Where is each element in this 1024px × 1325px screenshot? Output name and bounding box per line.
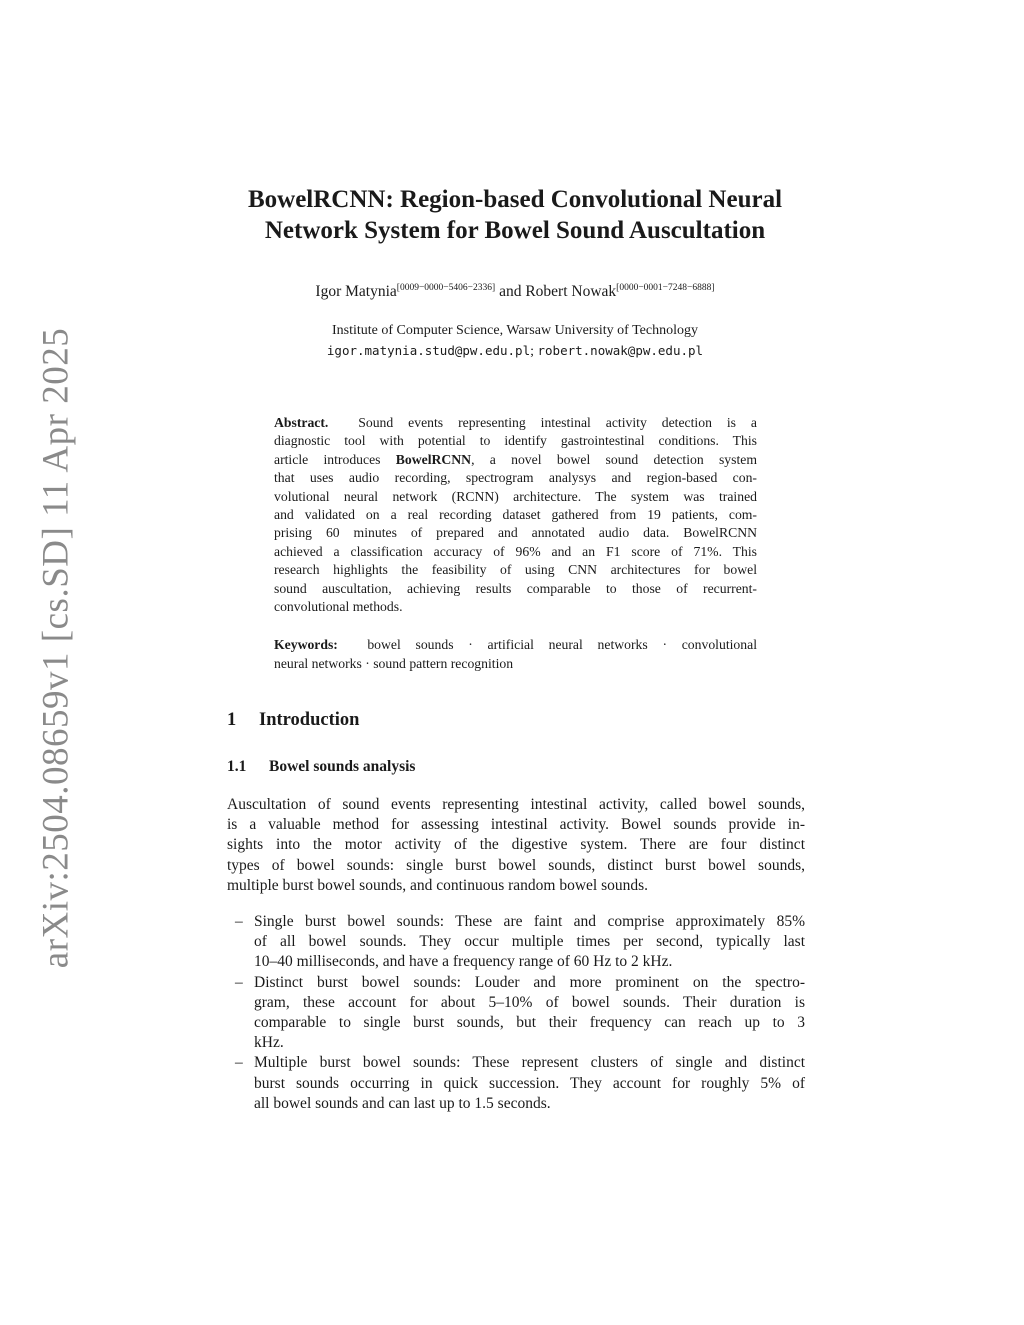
list-item-line: comparable to single burst sounds, but their frequency can reach up to 3 bbox=[254, 1014, 805, 1032]
abstract-line: diagnostic tool with potential to identify gastrointestinal conditions. This bbox=[274, 433, 757, 449]
list-item bbox=[227, 912, 805, 973]
abstract-line bbox=[274, 451, 757, 469]
abstract-line: convolutional methods. bbox=[274, 599, 403, 615]
abstract-line: achieved a classification accuracy of 96% and an F1 score of 71%. This bbox=[274, 543, 757, 559]
section-title: Introduction bbox=[259, 710, 360, 730]
list-item-line: gram, these account for about 5–10% of bowel sounds. Their duration is bbox=[254, 993, 805, 1011]
abstract-text: article introduces bbox=[274, 451, 381, 467]
list-dash: – bbox=[235, 1054, 243, 1072]
affiliation-block bbox=[200, 321, 830, 362]
author-orcid: [0009−0000−5406−2336] bbox=[396, 283, 496, 293]
paragraph-line: sights into the motor activity of the digestive system. There are four distinct bbox=[227, 836, 805, 854]
list-dash: – bbox=[235, 973, 243, 991]
title-line-2: Network System for Bowel Sound Auscultation bbox=[264, 217, 766, 244]
author-name: Igor Matynia bbox=[315, 283, 397, 300]
keywords-line bbox=[274, 635, 757, 654]
section-number: 1 bbox=[227, 710, 237, 730]
abstract-line: research highlights the feasibility of using CNN architectures for bowel bbox=[274, 562, 757, 578]
list-item-line: kHz. bbox=[254, 1034, 284, 1052]
paper-title bbox=[200, 184, 830, 246]
bowel-sound-types-list bbox=[227, 912, 805, 1114]
list-item-line: burst sounds occurring in quick succession. They account for roughly 5% of bbox=[254, 1074, 805, 1092]
institution: Institute of Computer Science, Warsaw University of Technology bbox=[332, 323, 698, 338]
abstract-label: Abstract. bbox=[274, 415, 329, 430]
keywords bbox=[274, 635, 757, 673]
email-line bbox=[200, 341, 830, 362]
system-name: BowelRCNN bbox=[395, 451, 472, 467]
section-heading bbox=[227, 710, 359, 731]
abstract-line: volutional neural network (RCNN) architecture. The system was trained bbox=[274, 488, 757, 504]
abstract-text: , a novel bowel sound detection system bbox=[471, 451, 757, 467]
list-item-line: Distinct burst bowel sounds: Louder and more prominent on the spectro- bbox=[254, 973, 805, 991]
list-item-line: all bowel sounds and can last up to 1.5 seconds. bbox=[254, 1094, 551, 1112]
author-orcid: [0000−0001−7248−6888] bbox=[616, 283, 715, 293]
subsection-number: 1.1 bbox=[227, 758, 247, 775]
list-item bbox=[227, 1053, 805, 1114]
list-item-line: 10–40 milliseconds, and have a frequency range of 60 Hz to 2 kHz. bbox=[254, 953, 673, 971]
abstract bbox=[274, 414, 757, 616]
title-line-1: BowelRCNN: Region-based Convolutional Neural bbox=[247, 186, 783, 213]
keywords-label: Keywords: bbox=[274, 637, 338, 652]
paragraph-line: Auscultation of sound events representing intestinal activity, called bowel sounds, bbox=[227, 796, 805, 813]
list-dash: – bbox=[235, 913, 243, 930]
list-item-line: of all bowel sounds. They occur multiple times per second, typically last bbox=[254, 933, 805, 951]
abstract-line: that uses audio recording, spectrogram analysys and region-based con- bbox=[274, 470, 757, 486]
abstract-line bbox=[274, 414, 757, 432]
email-separator: ; bbox=[530, 344, 534, 359]
email-address[interactable]: robert.nowak@pw.edu.pl bbox=[537, 343, 704, 358]
author-list bbox=[200, 283, 830, 301]
abstract-line: and validated on a real recording dataset gathered from 19 patients, com- bbox=[274, 507, 757, 523]
paragraph-line: is a valuable method for assessing intestinal activity. Bowel sounds provide in- bbox=[227, 816, 805, 834]
keywords-text: bowel sounds · artificial neural networks · convolutional bbox=[367, 637, 757, 652]
list-item-line: Single burst bowel sounds: These are faint and comprise approximately 85% bbox=[254, 913, 805, 930]
keywords-line: neural networks · sound pattern recognition bbox=[274, 656, 514, 671]
paragraph-line: multiple burst bowel sounds, and continuous random bowel sounds. bbox=[227, 876, 649, 894]
author-name: and Robert Nowak bbox=[499, 283, 617, 300]
subsection-title: Bowel sounds analysis bbox=[269, 758, 416, 775]
list-item-line: Multiple burst bowel sounds: These represent clusters of single and distinct bbox=[254, 1054, 805, 1072]
abstract-line: sound auscultation, achieving results comparable to those of recurrent- bbox=[274, 580, 757, 596]
abstract-line: prising 60 minutes of prepared and annotated audio data. BowelRCNN bbox=[274, 525, 757, 541]
intro-paragraph bbox=[227, 795, 805, 896]
list-item bbox=[227, 973, 805, 1054]
abstract-text: Sound events representing intestinal activity detection is a bbox=[358, 415, 757, 430]
email-address[interactable]: igor.matynia.stud@pw.edu.pl bbox=[326, 343, 531, 358]
paragraph-line: types of bowel sounds: single burst bowel sounds, distinct burst bowel sounds, bbox=[227, 856, 805, 874]
arxiv-identifier-stamp: arXiv:2504.08659v1 [cs.SD] 11 Apr 2025 bbox=[35, 327, 77, 969]
subsection-heading bbox=[227, 758, 415, 776]
